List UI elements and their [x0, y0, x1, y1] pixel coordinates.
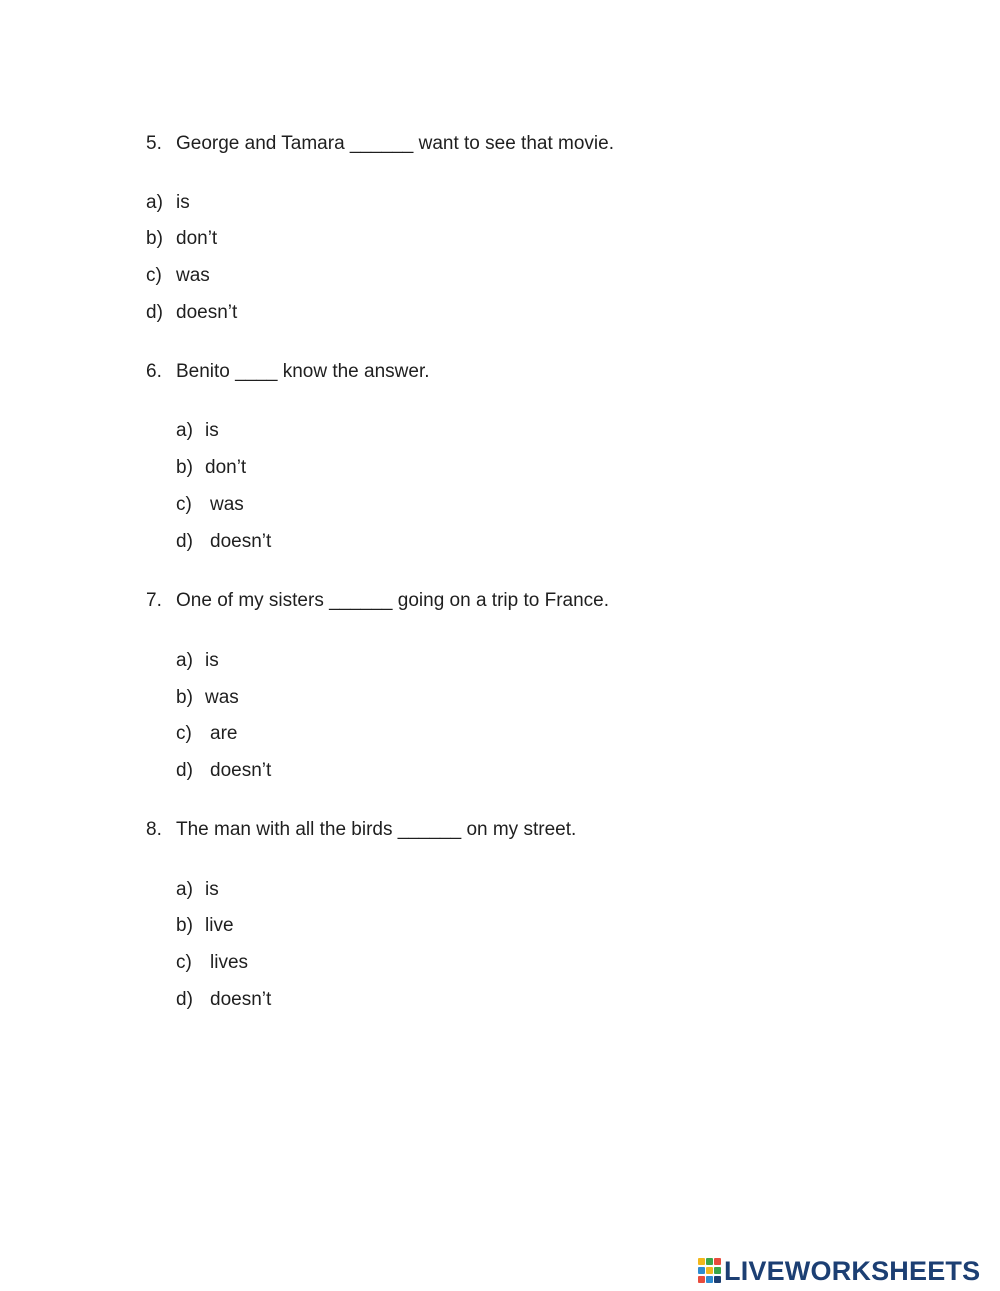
question-number: 8. — [146, 819, 162, 840]
option-text: was — [205, 687, 239, 708]
option-text: lives — [210, 952, 249, 973]
question-text: One of my sisters ______ going on a trip to France. — [176, 590, 610, 611]
option-text: live — [205, 915, 234, 936]
option-label: c) — [176, 723, 192, 744]
option-label: c) — [146, 265, 162, 286]
question-number: 6. — [146, 361, 162, 382]
option-label: b) — [146, 228, 163, 249]
option-label: d) — [146, 302, 163, 323]
option-text: doesn’t — [210, 531, 272, 552]
option-text: doesn’t — [210, 760, 272, 781]
logo-tiles-icon — [698, 1258, 722, 1284]
option-text: is — [205, 650, 219, 671]
liveworksheets-logo[interactable] — [698, 1256, 994, 1286]
question-text: The man with all the birds ______ on my street. — [176, 819, 577, 840]
option-label: d) — [176, 989, 193, 1010]
question-text: George and Tamara ______ want to see that movie. — [176, 133, 614, 154]
option-label: b) — [176, 915, 193, 936]
question-number: 5. — [146, 133, 162, 154]
option-text: doesn’t — [176, 302, 238, 323]
option-text: was — [176, 265, 210, 286]
option-text: don’t — [176, 228, 218, 249]
option-label: c) — [176, 494, 192, 515]
option-label: a) — [176, 420, 193, 441]
question-text: Benito ____ know the answer. — [176, 361, 430, 382]
option-label: b) — [176, 457, 193, 478]
option-label: d) — [176, 531, 193, 552]
option-text: is — [176, 192, 190, 213]
option-text: are — [210, 723, 238, 744]
option-label: b) — [176, 687, 193, 708]
option-text: is — [205, 879, 219, 900]
option-label: a) — [176, 879, 193, 900]
option-text: don’t — [205, 457, 247, 478]
option-label: c) — [176, 952, 192, 973]
option-text: was — [210, 494, 244, 515]
option-text: doesn’t — [210, 989, 272, 1010]
logo-text: LIVEWORKSHEETS — [724, 1256, 981, 1286]
option-label: d) — [176, 760, 193, 781]
option-text: is — [205, 420, 219, 441]
option-label: a) — [146, 192, 163, 213]
option-label: a) — [176, 650, 193, 671]
question-number: 7. — [146, 590, 162, 611]
